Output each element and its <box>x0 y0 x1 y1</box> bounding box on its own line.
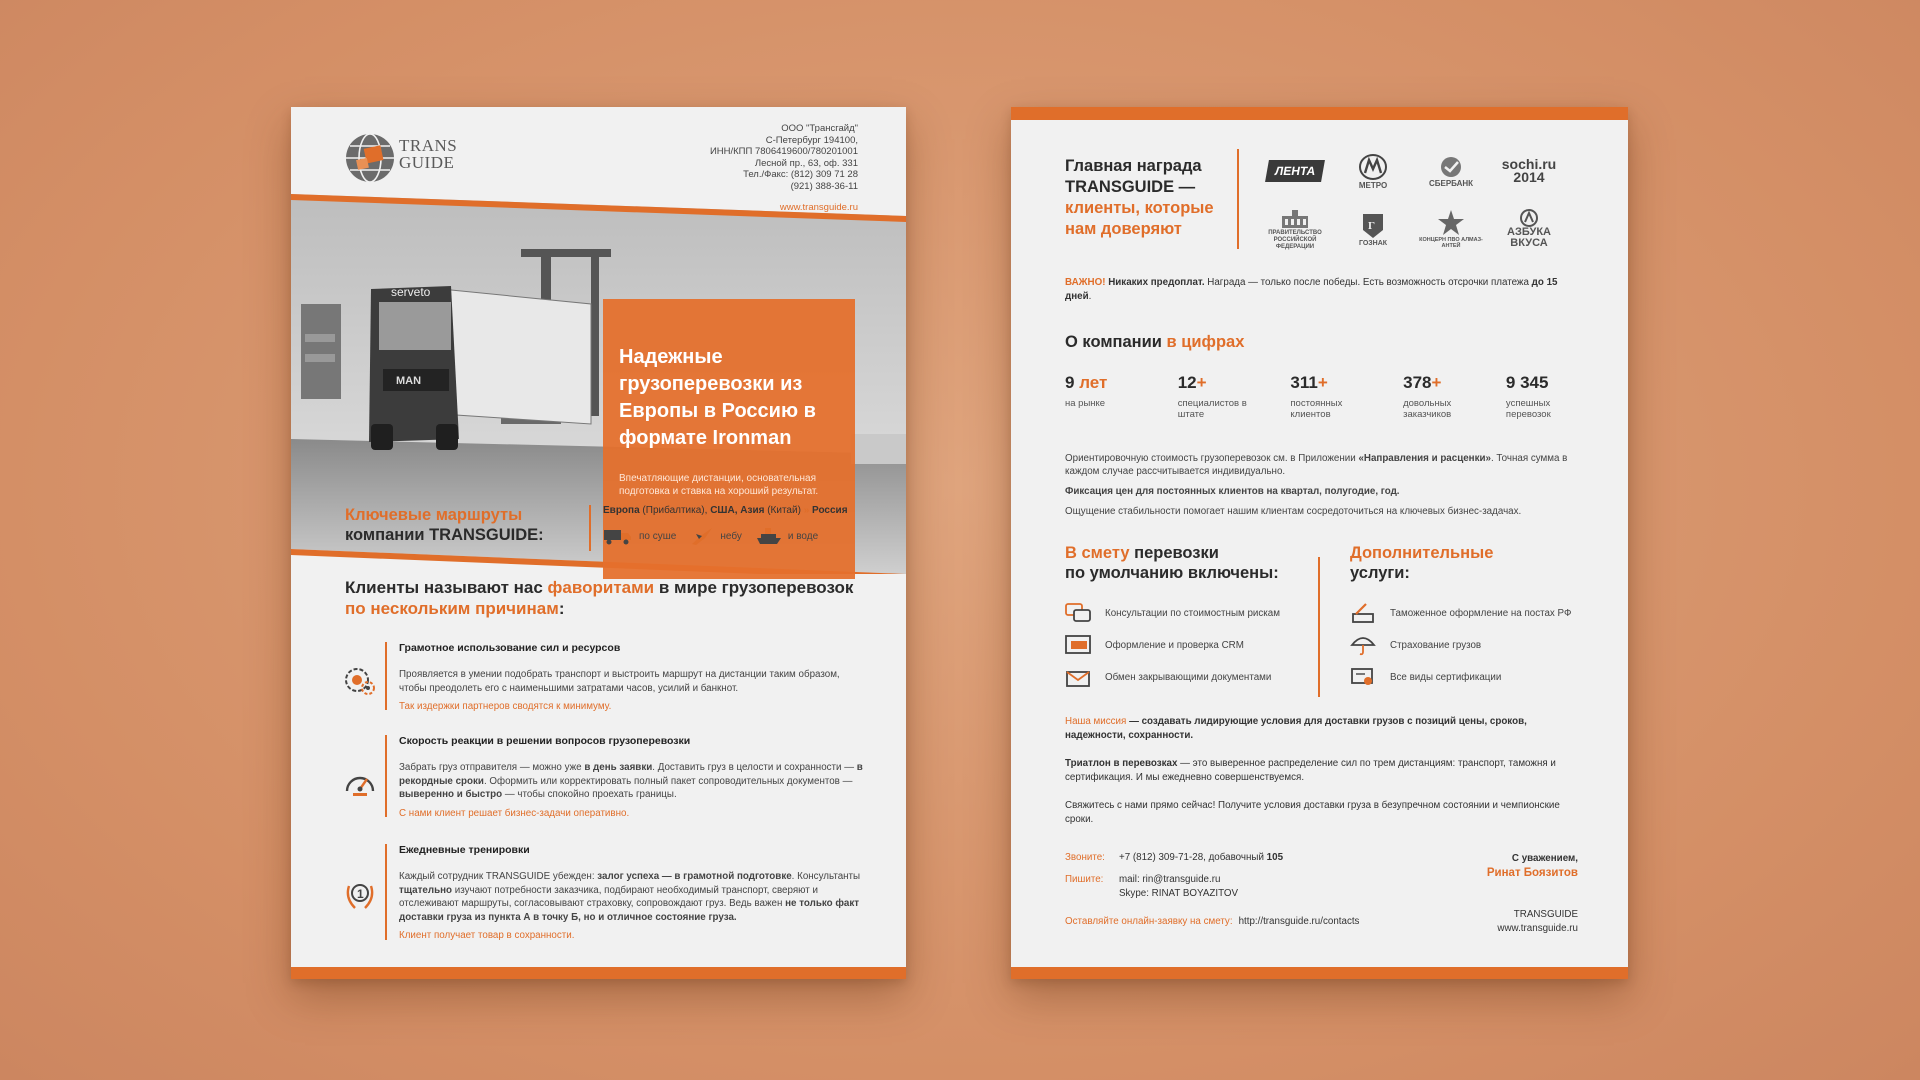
service-item <box>1065 661 1325 693</box>
flyer-front-page <box>291 107 906 979</box>
svg-text:Г: Г <box>1368 219 1375 232</box>
contact-order <box>1065 916 1359 927</box>
headline-highlight: фаворитами <box>547 578 655 597</box>
stat-number: 9 345 <box>1505 373 1549 392</box>
address-line: С-Петербург 194100, <box>765 134 858 146</box>
stat-label: успешных перевозок <box>1505 398 1551 420</box>
certificate-icon <box>1350 666 1376 688</box>
first-place-icon <box>343 878 377 912</box>
top-accent-bar <box>1011 107 1628 120</box>
speedometer-icon <box>343 767 377 801</box>
headline-part: в мире грузоперевозок <box>654 578 854 597</box>
globe-icon <box>343 131 397 185</box>
text-bold: Никаких предоплат. <box>1105 277 1205 288</box>
text-bold: тщательно <box>399 884 453 896</box>
included-services <box>1065 597 1325 693</box>
important-note <box>1065 276 1565 304</box>
sochi-logo <box>1490 147 1568 195</box>
stat-item <box>1506 373 1585 420</box>
text-span: — это выверенное распределение сил по трем дистанциям: транспорт, таможня и сертификация. И мы ежедневно совершенствуемся. <box>1065 758 1556 783</box>
phone-value[interactable]: +7 (812) 309-71-28, добавочный <box>1119 852 1267 863</box>
star-emblem-icon <box>1436 209 1466 237</box>
bottom-accent-bar <box>1011 967 1628 979</box>
extra-heading-orange: Дополнительные <box>1350 544 1494 562</box>
included-heading-dark: перевозки <box>1129 544 1219 562</box>
text-bold: выверенно и быстро <box>399 789 503 800</box>
bottom-accent-bar <box>291 967 906 979</box>
crm-icon <box>1065 634 1091 656</box>
mission-section <box>1065 715 1585 841</box>
headline-highlight: по нескольким причинам <box>345 599 559 618</box>
about-heading <box>1065 333 1244 352</box>
metro-logo <box>1334 147 1412 195</box>
extra-heading-dark: услуги: <box>1350 564 1410 582</box>
routes-heading-orange: Ключевые маршруты <box>345 506 523 524</box>
service-label: Оформление и проверка CRM <box>1105 639 1244 651</box>
stat-label: постоянных клиентов <box>1290 398 1343 420</box>
route-mid: США, Азия <box>710 505 765 516</box>
reason-body <box>385 844 865 940</box>
stat-suffix: лет <box>1074 373 1108 392</box>
route-from-note: (Прибалтика), <box>642 505 708 516</box>
service-item <box>1065 597 1325 629</box>
stat-item <box>1290 373 1403 420</box>
umbrella-icon <box>1350 634 1376 656</box>
stat-item <box>1403 373 1506 420</box>
mission-label: Наша миссия <box>1065 716 1127 727</box>
text-span: . Точная сумма в каждом случае рассчитывается индивидуально. <box>1065 453 1568 477</box>
truck-brand-text: serveto <box>391 285 431 299</box>
text-bold: до 15 дней <box>1065 277 1558 302</box>
text-span: Каждый сотрудник TRANSGUIDE убежден: <box>399 871 598 882</box>
hero-subtitle: Впечатляющие дистанции, основательная подготовка и ставка на хороший результат. <box>619 473 819 497</box>
truck-make-text: MAN <box>396 375 422 387</box>
stat-number: 12 <box>1177 373 1197 392</box>
routes-heading <box>345 505 544 545</box>
award-heading <box>1065 156 1235 240</box>
plane-icon <box>690 526 714 546</box>
stat-suffix: + <box>1317 373 1328 392</box>
routes-box <box>589 505 869 551</box>
route-to: Россия <box>812 505 848 516</box>
extra-services <box>1350 597 1610 693</box>
signature-company: TRANSGUIDE <box>1513 909 1578 920</box>
text-span: . Консультанты <box>791 871 861 882</box>
company-stats <box>1065 373 1585 420</box>
lenta-logo <box>1256 147 1334 195</box>
reason-text: Проявляется в умении подобрать транспорт и выстроить маршрут на дистанции таким образом, чтобы преодолеть его с наименьшими затратами часов, усилий и банкнот. <box>399 669 840 694</box>
contact-phone <box>1065 852 1283 863</box>
signature-website[interactable]: www.transguide.ru <box>1497 923 1578 934</box>
stat-label: довольных заказчиков <box>1403 398 1452 420</box>
award-line-orange: клиенты, которые <box>1065 199 1214 217</box>
mode-land <box>603 527 676 545</box>
service-label: Все виды сертификации <box>1390 671 1502 683</box>
headline-part: Клиенты называют нас <box>345 578 548 597</box>
address-line: Лесной пр., 63, оф. 331 <box>754 157 858 169</box>
phone-label: Звоните: <box>1065 852 1105 863</box>
signature-name: Ринат Боязитов <box>1486 867 1578 879</box>
stat-item <box>1178 373 1291 420</box>
pricing-paragraph: Ощущение стабильности помогает нашим клиентам сосредоточиться на ключевых бизнес-задачах. <box>1065 506 1522 517</box>
text-bold: «Направления и расценки» <box>1358 453 1491 464</box>
route-from: Европа <box>603 505 640 516</box>
text-span: . Доставить груз в целости и сохранности — <box>652 762 857 773</box>
gears-people-icon <box>343 664 377 698</box>
address-line: ИНН/КПП 7806419600/780201001 <box>709 146 858 157</box>
headline-part: : <box>558 599 565 618</box>
mode-label: по суше <box>639 530 677 542</box>
pricing-fixed: Фиксация цен для постоянных клиентов на квартал, полугодие, год. <box>1065 486 1400 497</box>
client-name: КОНЦЕРН ПВО АЛМАЗ-АНТЕЙ <box>1419 237 1483 249</box>
included-heading-dark: по умолчанию включены: <box>1065 564 1279 582</box>
stat-number: 378 <box>1403 373 1432 392</box>
cta-paragraph: Свяжитесь с нами прямо сейчас! Получите условия доставки груза в безупречном состоянии и чемпионские сроки. <box>1065 800 1560 825</box>
transport-modes <box>603 526 869 546</box>
reason-text <box>399 761 865 802</box>
address-line: Тел./Факс: (812) 309 71 28 <box>743 169 858 180</box>
client-name: МЕТРО <box>1358 180 1388 190</box>
truck-icon <box>603 527 633 545</box>
service-item <box>1065 629 1325 661</box>
contact-skype[interactable]: Skype: RINAT BOYAZITOV <box>1119 888 1239 899</box>
mission-paragraph <box>1065 715 1585 743</box>
hero-title: Надежные грузоперевозки из Европы в Россию в формате Ironman <box>619 346 816 449</box>
text-bold: Триатлон в перевозках <box>1065 758 1178 769</box>
flyer-back-page <box>1011 107 1628 979</box>
contact-mail <box>1065 874 1220 885</box>
pricing-info <box>1065 452 1585 525</box>
triathlon-paragraph <box>1065 757 1585 785</box>
extra-heading <box>1350 543 1493 583</box>
government-logo <box>1256 205 1334 253</box>
text-span: Забрать груз отправителя — можно уже <box>399 762 585 773</box>
client-name: ГОЗНАК <box>1358 239 1388 247</box>
award-line: TRANSGUIDE — <box>1065 178 1196 196</box>
reason-note: Так издержки партнеров сводятся к минимуму. <box>399 701 612 712</box>
stat-label: специалистов в штате <box>1177 398 1247 420</box>
sberbank-icon <box>1438 155 1464 179</box>
text-bold: в день заявки <box>584 762 653 773</box>
award-line-orange: нам доверяют <box>1065 220 1182 238</box>
pricing-paragraph <box>1065 452 1585 478</box>
included-heading <box>1065 543 1279 583</box>
website-link[interactable]: www.transguide.ru <box>779 202 858 213</box>
mode-label: и воде <box>787 530 819 542</box>
ship-icon <box>756 526 782 546</box>
reason-title: Ежедневные тренировки <box>399 844 530 856</box>
documents-icon <box>1065 666 1091 688</box>
double-chevron-icon: » <box>803 505 810 516</box>
important-label: ВАЖНО! <box>1065 277 1106 288</box>
signature-greeting: С уважением, <box>1511 853 1578 864</box>
consult-icon <box>1065 602 1091 624</box>
address-line: (921) 388-36-11 <box>790 180 858 192</box>
service-label: Консультации по стоимостным рискам <box>1105 607 1280 619</box>
logo-line-1: TRANS <box>399 136 458 155</box>
metro-m-icon <box>1358 153 1388 181</box>
write-label: Пишите: <box>1065 874 1104 885</box>
text-span: Ориентировочную стоимость грузоперевозок см. в Приложении <box>1065 453 1359 464</box>
stat-suffix: + <box>1431 373 1442 392</box>
text-span: Награда — только после победы. Есть возможность отсрочки платежа <box>1204 277 1532 288</box>
goznak-logo <box>1334 205 1412 253</box>
signature-block <box>1487 852 1578 936</box>
service-item <box>1350 661 1610 693</box>
reason-note: Клиент получает товар в сохранности. <box>399 930 575 941</box>
mode-air <box>690 526 741 546</box>
route-line <box>603 505 869 516</box>
client-name: sochi.ru 2014 <box>1501 156 1557 185</box>
mode-water <box>756 526 818 546</box>
client-logos <box>1256 147 1586 253</box>
award-divider <box>1237 149 1239 249</box>
text-span: . <box>1088 291 1092 302</box>
stat-item <box>1065 373 1178 420</box>
mode-label: небу <box>720 530 742 542</box>
about-heading-orange: в цифрах <box>1166 333 1245 351</box>
text-span: — чтобы спокойно проехать границы. <box>502 789 677 800</box>
about-heading-dark: О компании <box>1065 333 1167 351</box>
address-line: ООО "Трансгайд" <box>781 123 858 134</box>
government-building-icon <box>1278 208 1312 230</box>
routes-heading-dark: компании TRANSGUIDE: <box>345 526 544 544</box>
text-span: . Оформить или корректировать полный пакет сопроводительных документов — <box>483 775 853 787</box>
reason-note: С нами клиент решает бизнес-задачи оперативно. <box>399 807 630 819</box>
service-label: Таможенное оформление на постах РФ <box>1390 607 1572 619</box>
stat-number: 311 <box>1290 373 1318 392</box>
order-link[interactable]: http://transguide.ru/contacts <box>1238 916 1360 927</box>
stat-label: на рынке <box>1065 398 1106 409</box>
logo-line-2: GUIDE <box>399 153 455 172</box>
client-name: ПРАВИТЕЛЬСТВО РОССИЙСКОЙ ФЕДЕРАЦИИ <box>1268 229 1322 250</box>
reason-title: Грамотное использование сил и ресурсов <box>399 642 621 654</box>
text-span: изучают потребности заказчика, подбирают необходимый транспорт, сверяют и отслеживают маршруты, согласовывают страховку, сопровождают груз. Ведь важен <box>399 884 818 909</box>
route-mid-note: (Китай) <box>767 505 801 516</box>
service-item <box>1350 629 1610 661</box>
included-heading-orange: В смету <box>1065 544 1130 562</box>
reason-body <box>385 642 865 710</box>
almaz-antey-logo <box>1412 205 1490 253</box>
transguide-logo <box>343 127 458 189</box>
order-label: Оставляйте онлайн-заявку на смету: <box>1065 916 1233 927</box>
sberbank-logo <box>1412 147 1490 195</box>
azbuka-vkusa-logo <box>1490 205 1568 253</box>
text-bold: не только факт доставки груза из пункта А в точку Б, но и отличное состояние груза. <box>399 898 860 923</box>
service-label: Страхование грузов <box>1390 639 1482 651</box>
reason-body <box>385 735 865 817</box>
stat-number: 9 <box>1065 373 1075 392</box>
text-bold: залог успеха — в грамотной подготовке <box>597 871 792 882</box>
email-link[interactable]: mail: rin@transguide.ru <box>1119 874 1221 885</box>
client-name: СБЕРБАНК <box>1428 178 1474 188</box>
customs-icon <box>1350 602 1376 624</box>
service-label: Обмен закрывающими документами <box>1105 671 1272 683</box>
azbuka-emblem-icon <box>1517 209 1541 227</box>
goznak-emblem-icon <box>1360 212 1386 240</box>
client-name: ЛЕНТА <box>1265 160 1325 182</box>
svg-text:1: 1 <box>357 887 364 901</box>
text-span: — создавать лидирующие условия для доставки грузов с позиций цены, сроков, надежности, сохранности. <box>1065 716 1527 741</box>
reason-text <box>399 870 865 924</box>
client-name: АЗБУКА ВКУСА <box>1507 226 1551 249</box>
award-line: Главная награда <box>1065 157 1202 175</box>
stat-suffix: + <box>1196 373 1207 392</box>
reasons-headline <box>345 577 865 619</box>
phone-extension: 105 <box>1266 852 1284 863</box>
text-bold: в рекордные сроки <box>399 762 863 787</box>
reason-title: Скорость реакции в решении вопросов грузоперевозки <box>399 735 691 747</box>
service-item <box>1350 597 1610 629</box>
